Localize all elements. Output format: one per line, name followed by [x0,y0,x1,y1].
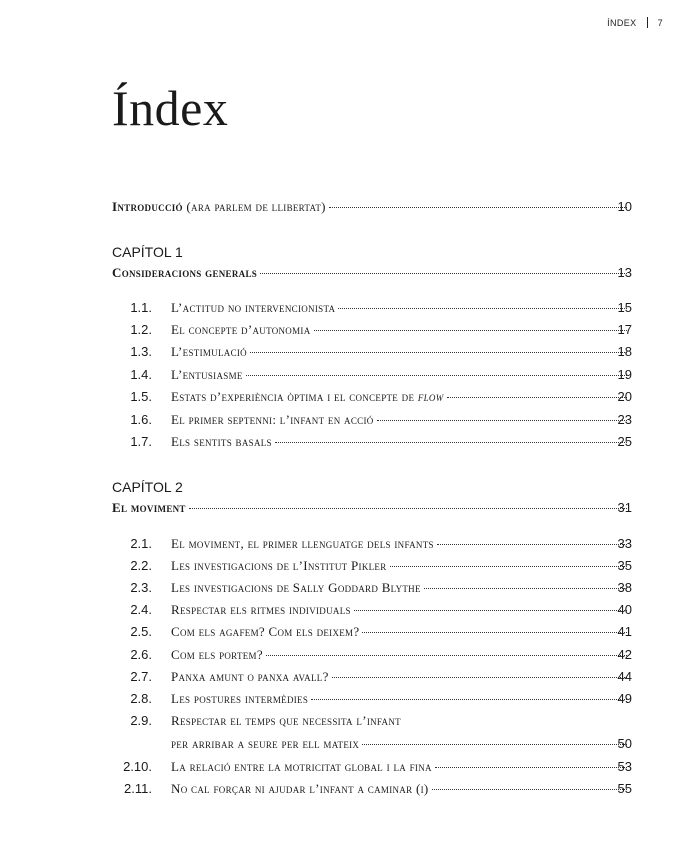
section-number: 2.2. [130,558,152,573]
page-number: 41 [617,624,632,639]
section-number: 2.3. [130,580,152,595]
page-number: 25 [617,434,632,449]
dot-leader [275,441,627,443]
page-number: 19 [617,367,632,382]
toc-entry-2-3[interactable] [0,578,699,598]
dot-leader [377,419,627,421]
section-number: 2.6. [130,647,152,662]
section-number: 2.9. [130,713,152,728]
dot-leader [435,766,627,768]
toc-entry-1-7[interactable] [0,432,699,452]
toc-entry-1-1[interactable] [0,298,699,318]
page-number: 23 [617,412,632,427]
toc-entry-title [112,197,630,217]
section-title: Panxa amunt o panxa avall? [171,669,329,684]
toc-entry-1-4[interactable] [0,365,699,385]
section-number: 2.7. [130,669,152,684]
dot-leader [424,587,627,589]
section-number: 2.4. [130,602,152,617]
section-title: Les investigacions de Sally Goddard Blythe [171,580,421,595]
section-title: Els sentits basals [171,434,272,449]
toc-entry-2-6[interactable] [0,645,699,665]
section-title: Com els agafem? Com els deixem? [171,624,360,639]
toc-entry-title [112,498,630,518]
toc-entry-1-5[interactable] [0,387,699,407]
dot-leader [266,654,627,656]
dot-leader [338,307,627,309]
toc-entry-2-9-continued[interactable] [0,734,699,754]
chapter-1-title: Consideracions generals [112,265,258,280]
section-number: 1.6. [130,412,152,427]
page-number: 44 [617,669,632,684]
section-title: Les investigacions de l’Institut Pikler [171,558,387,573]
section-title: El moviment, el primer llenguatge dels infants [171,536,434,551]
dot-leader [314,329,627,331]
toc-entry-title [112,263,630,283]
section-title: El primer septenni: l’infant en acció [171,412,374,427]
section-title: Com els portem? [171,647,263,662]
toc-entry-2-5[interactable] [0,622,699,642]
section-number: 1.5. [130,389,152,404]
dot-leader [447,396,627,398]
dot-leader [250,351,627,353]
dot-leader [332,676,627,678]
dot-leader [329,206,627,208]
section-title: L’estimulació [171,344,247,359]
section-number: 2.11. [124,781,152,796]
page-number: 13 [617,265,632,280]
page-number: 50 [617,736,632,751]
page-number: 42 [617,647,632,662]
running-header-section: ÍNDEX [607,17,637,28]
section-number: 1.4. [130,367,152,382]
toc-entry-1-6[interactable] [0,410,699,430]
dot-leader [432,788,627,790]
page-number: 49 [617,691,632,706]
toc-entry-2-8[interactable] [0,689,699,709]
section-number: 1.1. [130,300,152,315]
toc-entry-1-2[interactable] [0,320,699,340]
section-title-italic: flow [417,389,444,404]
page-number: 55 [617,781,632,796]
page-number: 17 [617,322,632,337]
page-number: 40 [617,602,632,617]
toc-entry-intro[interactable] [0,197,699,217]
page-number: 33 [617,536,632,551]
section-number: 2.8. [130,691,152,706]
dot-leader [362,631,627,633]
dot-leader [354,609,627,611]
section-title: No cal forçar ni ajudar l’infant a caminar (i) [171,781,429,796]
toc-entry-2-10[interactable] [0,757,699,777]
toc-entry-chapter-1[interactable] [0,263,699,283]
page-number: 15 [617,300,632,315]
dot-leader [390,565,627,567]
chapter-1-label: CAPÍTOL 1 [112,244,183,260]
page-number: 18 [617,344,632,359]
dot-leader [362,743,627,745]
page-number: 10 [617,199,632,214]
intro-title-rest: (ara parlem de llibertat) [182,199,326,214]
page-number: 38 [617,580,632,595]
section-number: 1.7. [130,434,152,449]
section-number: 2.10. [123,759,152,774]
running-header-page-number: 7 [657,17,663,28]
section-title: Estats d’experiència òptima i el concepte de [171,389,415,404]
toc-entry-2-4[interactable] [0,600,699,620]
toc-entry-2-2[interactable] [0,556,699,576]
toc-entry-1-3[interactable] [0,342,699,362]
section-title: Les postures intermèdies [171,691,309,706]
toc-entry-2-11[interactable] [0,779,699,799]
chapter-2-label: CAPÍTOL 2 [112,479,183,495]
dot-leader [260,272,627,274]
intro-title-bold: Introducció [112,199,183,214]
page-title: Índex [112,80,229,136]
page-number: 31 [617,500,632,515]
dot-leader [311,698,627,700]
dot-leader [189,507,627,509]
section-number: 1.2. [130,322,152,337]
section-title: El concepte d’autonomia [171,322,311,337]
page-number: 53 [617,759,632,774]
section-number: 2.1. [130,536,152,551]
toc-entry-2-1[interactable] [0,534,699,554]
page-number: 35 [617,558,632,573]
section-title: Respectar els ritmes individuals [171,602,351,617]
toc-entry-2-9[interactable] [0,711,699,731]
section-number: 2.5. [130,624,152,639]
section-number: 1.3. [130,344,152,359]
dot-leader [437,543,627,545]
section-title: La relació entre la motricitat global i la fina [171,759,432,774]
toc-entry-2-7[interactable] [0,667,699,687]
page-number: 20 [617,389,632,404]
toc-entry-chapter-2[interactable] [0,498,699,518]
section-title-continued: per arribar a seure per ell mateix [171,736,360,751]
section-title: L’actitud no intervencionista [171,300,336,315]
chapter-2-title: El moviment [112,500,186,515]
section-title: Respectar el temps que necessita l’infant [171,713,401,728]
section-title: L’entusiasme [171,367,243,382]
dot-leader [246,374,627,376]
